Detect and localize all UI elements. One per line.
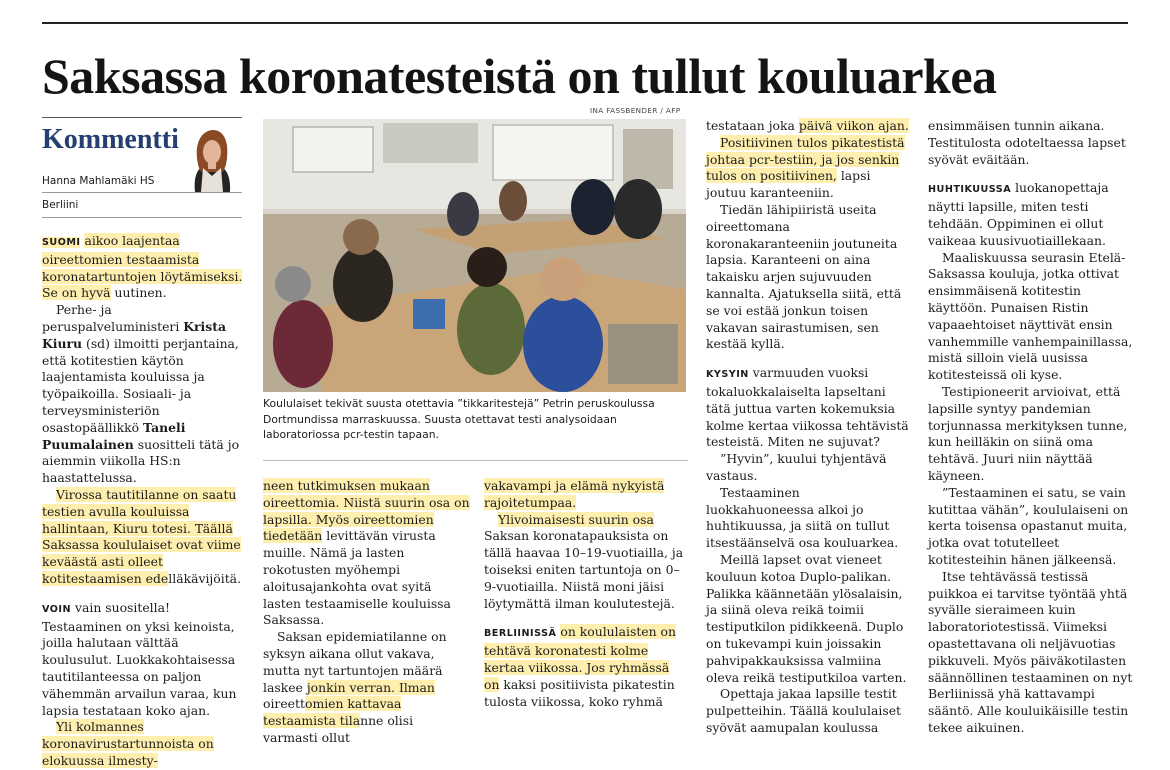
paragraph: Itse tehtävässä testissä puikkoa ei tarvitse työntää yhtä syvälle sieraimeen kuin laboratoriotestissä. Viimeksi opastettavana oli neljävuotias pikkuveli. Myös päiväkotilasten säännöllinen testaaminen on nyt Berliinissä yhä kattavampi sääntö. Alle kouluikäisille testin tekee aikuinen. bbox=[928, 568, 1133, 735]
headline: Saksassa koronatesteistä on tullut kouluarkea bbox=[42, 48, 997, 104]
highlighted-text: Ylivoimaisesti suurin osa bbox=[498, 511, 654, 527]
highlighted-text: neen tutkimuksen mukaan oireettomia. Niistä suurin osa on lapsilla. Myös oireettomien tiedetään bbox=[263, 478, 470, 544]
highlighted-text: jonkin verran. Ilman bbox=[306, 679, 435, 695]
author-location: Berliini bbox=[42, 199, 79, 211]
paragraph bbox=[928, 180, 1133, 249]
paragraph bbox=[484, 624, 688, 710]
paragraph: Maaliskuussa seurasin Etelä-Saksassa kouluja, jotka ottivat ensimmäisenä kotitestin käyttöön. Punaisen Ristin vapaaehtoiset näyttivät ensin vanhemmille vanhempainillassa, mistä silloin vielä uusissa kotitesteissä oli kyse. bbox=[928, 249, 1133, 383]
photo-caption: Koululaiset tekivät suusta otettavia ”tikkaritestejä” Petrin peruskoulussa Dortmundissa marraskuussa. Suusta otettavat testi analysoidaan laboratoriossa pcr-testin tapaan. bbox=[263, 397, 655, 442]
kommentti-divider bbox=[42, 192, 242, 193]
person-name: Krista Kiuru bbox=[42, 318, 226, 351]
caption-rule bbox=[263, 460, 688, 461]
text: vain suositella! Testaaminen on yksi keinoista, joilla halutaan välttää koulusulut. Luokkakohtaisessa tautitilanteessa on paljon vähemmän arvailun varaa, kun lapsia testataan koko ajan. bbox=[42, 599, 237, 718]
text: kaksi positiivista pikatestin tulosta viikossa, koko ryhmä bbox=[484, 676, 675, 709]
top-rule bbox=[42, 22, 1128, 24]
highlighted-text: on koululaisten on tehtävä koronatesti kolme kertaa viikossa. Jos ryhmässä on bbox=[484, 624, 676, 692]
paragraph: Testipioneerit arvioivat, että lapsille syntyy pandemian torjunnassa merkityksen tunne, kun heilläkin on siinä oma tehtävä. Juuri niin näyttää käyneen. bbox=[928, 383, 1128, 483]
paragraph: ”Hyvin”, kuului tyhjentävä vastaus. bbox=[706, 451, 887, 483]
text: nne olisi varmasti ollut bbox=[263, 713, 414, 745]
paragraph bbox=[263, 629, 470, 747]
paragraph: ”Testaaminen ei satu, se vain kutittaa vähän”, koululaiseni on kerta toisensa opastanut muita, jotka ovat totutelleet kotitesteihin hänen jälkeensä. bbox=[928, 484, 1129, 567]
text: levittävän virusta muille. Nämä ja lasten rokotusten myöhempi aloitusajankohta ovat syitä lasten testaamiselle kouluissa Saksassa. bbox=[263, 528, 451, 628]
highlighted-text: vakavampi ja elämä nykyistä rajoitetumpaa. bbox=[484, 478, 665, 510]
paragraph bbox=[263, 478, 470, 629]
text: suositteli tätä jo aiemmin viikolla HS:n haastattelussa. bbox=[42, 436, 240, 486]
paragraph bbox=[484, 478, 688, 512]
column-5 bbox=[928, 118, 1133, 737]
text: uutinen. bbox=[114, 285, 167, 301]
person-name: Taneli Puumalainen bbox=[42, 419, 186, 452]
text: testataan joka bbox=[706, 118, 795, 133]
photo-credit: INA FASSBENDER / AFP bbox=[590, 106, 681, 115]
text: varmuuden vuoksi tokaluokkalaiselta lapseltani tätä juttua varten kokemuksia kolme kertaa viikossa tehtävistä testeistä. Miten ne sujuvat? bbox=[706, 365, 909, 450]
highlighted-text: aikoo laajentaa oireettomien testaamista koronatartuntojen löytämiseksi. Se on hyvä bbox=[42, 233, 243, 301]
paragraph bbox=[42, 719, 245, 769]
paragraph: Opettaja jakaa lapsille testit pulpetteihin. Täällä koululaiset syövät aamupalan koulussa bbox=[706, 686, 902, 735]
paragraph: ensimmäisen tunnin aikana. Testitulosta odoteltaessa lapset syövät eväitään. bbox=[928, 118, 1126, 167]
paragraph bbox=[706, 118, 911, 135]
text: luokanopettaja näytti lapsille, miten testi tehdään. Oppiminen ei ollut vaikeaa kuusivuotiaillekaan. bbox=[928, 180, 1109, 248]
highlighted-text: päivä viikon ajan. bbox=[798, 118, 909, 133]
text: Perhe- ja peruspalveluministeri bbox=[42, 302, 180, 334]
paragraph bbox=[42, 302, 245, 487]
paragraph bbox=[484, 512, 688, 613]
paragraph bbox=[706, 365, 911, 451]
text: lapsi joutuu karanteeniin. bbox=[706, 168, 871, 201]
highlighted-text: omien kattavaa testaamista tila bbox=[263, 696, 402, 729]
paragraph: Meillä lapset ovat vieneet kouluun kotoa Duplo-palikan. Palikka käännetään ylösalaisin, ja siinä oleva reikä toimii testiputkilon pidikkeenä. Duplo on tukevampi kuin joissakin pahvipakkauksissa valmiina oleva reikä testiputkiloa varten. bbox=[706, 551, 907, 685]
lead-word: SUOMI bbox=[42, 237, 81, 248]
text: oireett bbox=[263, 696, 305, 712]
lead-word: HUHTIKUUSSA bbox=[928, 184, 1012, 196]
text: lläkävijöitä. bbox=[168, 570, 242, 586]
column-1 bbox=[42, 233, 245, 770]
paragraph bbox=[42, 233, 245, 302]
lead-word: KYSYIN bbox=[706, 369, 749, 381]
classroom-photo bbox=[263, 119, 686, 392]
author-name: Hanna Mahlamäki HS bbox=[42, 175, 155, 187]
paragraph: Testaaminen luokkahuoneessa alkoi jo huhtikuussa, ja siitä on tullut itsestäänselvä osa kouluarkea. bbox=[706, 484, 899, 551]
text: Saksan epidemiatilanne on syksyn aikana ollut vakava, mutta nyt tartuntojen määrä laskee bbox=[263, 629, 447, 695]
highlighted-text: Positiivinen tulos pikatestistä johtaa pcr-testiin, ja jos senkin tulos on positiivinen, bbox=[706, 134, 905, 184]
highlighted-text: Virossa tautitilanne on saatu testien avulla kouluissa hallintaan, Kiuru totesi. Täällä Saksassa koululaiset ovat viime keväästä asti olleet kotitestaamisen ede bbox=[42, 486, 241, 586]
column-2 bbox=[263, 478, 470, 747]
lead-word: VOIN bbox=[42, 603, 72, 615]
kommentti-bottom-rule bbox=[42, 217, 242, 218]
text: (sd) ilmoitti perjantaina, että kotitestien käytön laajentamista kouluissa ja työpaikoilla. Sosiaali- ja terveysministeriön osastopäällikkö bbox=[42, 335, 239, 435]
column-3 bbox=[484, 478, 688, 710]
highlighted-text: Yli kolmannes koronavirustartunnoista on elokuussa ilmesty- bbox=[42, 719, 214, 768]
column-4 bbox=[706, 118, 911, 737]
lead-word: BERLIINISSÄ bbox=[484, 628, 557, 640]
kommentti-top-rule bbox=[42, 117, 242, 118]
text: Saksan koronatapauksista on tällä haavaa 10–19-vuotiailla, ja toiseksi eniten tartuntoja on 0–9-vuotiailla. Niistä moni jäisi löytymättä ilman koulutestejä. bbox=[484, 528, 684, 611]
kommentti-label: Kommentti bbox=[42, 124, 179, 155]
paragraph: Tiedän lähipiiristä useita oireettomana koronakaranteeniin joutuneita lapsia. Karanteeni on aina takaisku arjen sujuvuuden kannalta. Ajatuksella siitä, että se voi estää jonkun toisen vakavan sairastumisen, sen kestää kyllä. bbox=[706, 201, 902, 352]
paragraph bbox=[42, 487, 245, 588]
paragraph bbox=[706, 135, 911, 202]
paragraph bbox=[42, 600, 245, 720]
author-portrait bbox=[183, 124, 240, 192]
